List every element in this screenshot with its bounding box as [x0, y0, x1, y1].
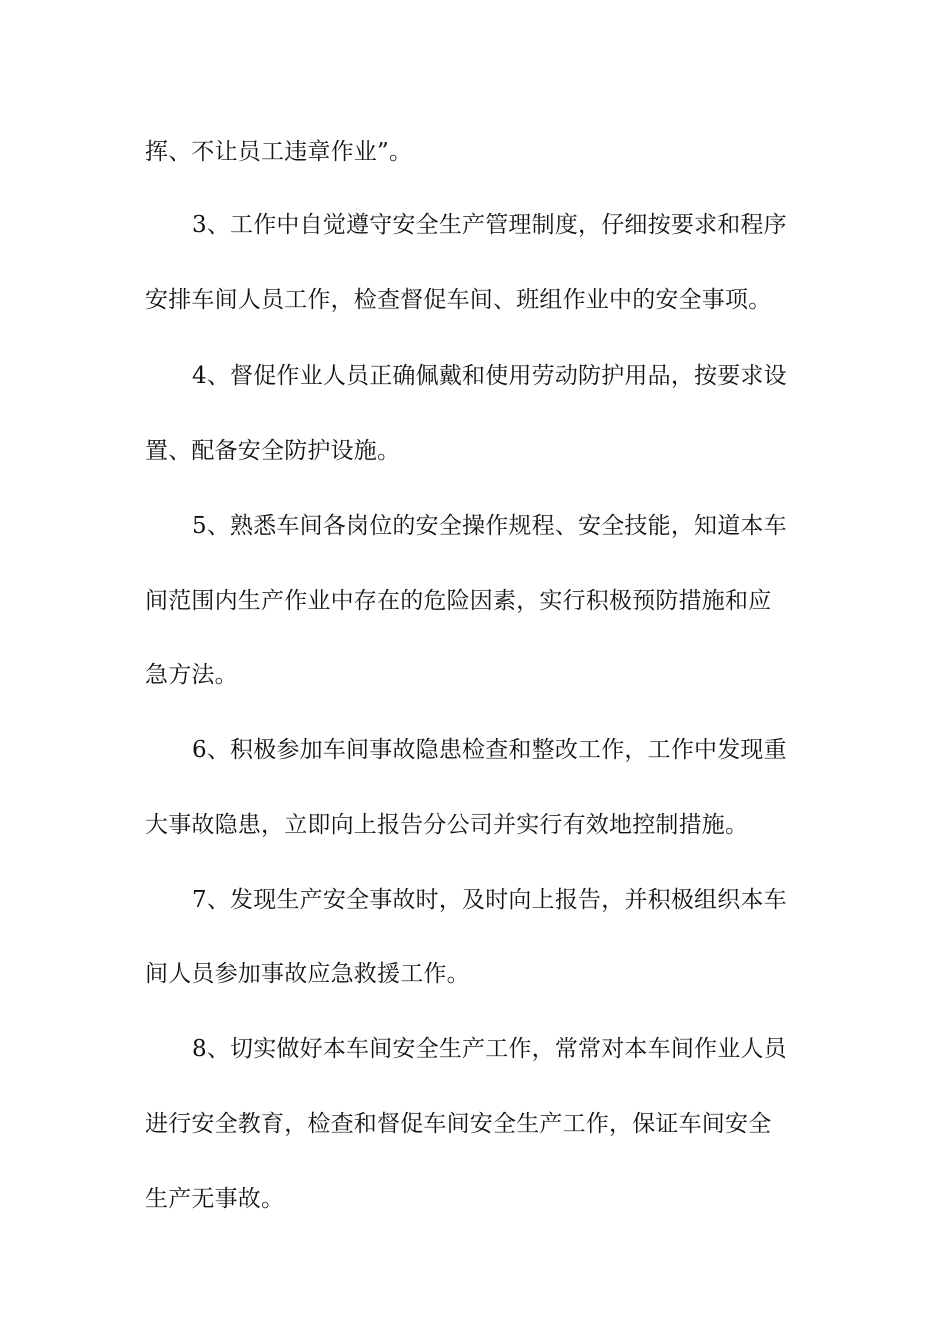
text-line: 3、工作中自觉遵守安全生产管理制度，仔细按要求和程序 [192, 212, 787, 238]
text-line: 急方法。 [145, 662, 238, 688]
text-line: 4、督促作业人员正确佩戴和使用劳动防护用品，按要求设 [192, 363, 787, 389]
text-line: 置、配备安全防护设施。 [145, 438, 401, 464]
text-line: 挥、不让员工违章作业”。 [145, 139, 413, 165]
text-line: 5、熟悉车间各岗位的安全操作规程、安全技能，知道本车 [192, 513, 787, 539]
text-line: 大事故隐患，立即向上报告分公司并实行有效地控制措施。 [145, 812, 749, 838]
text-line: 进行安全教育，检查和督促车间安全生产工作，保证车间安全 [145, 1111, 772, 1137]
text-line: 生产无事故。 [145, 1186, 285, 1212]
text-line: 安排车间人员工作，检查督促车间、班组作业中的安全事项。 [145, 287, 772, 313]
text-line: 间范围内生产作业中存在的危险因素，实行积极预防措施和应 [145, 588, 772, 614]
text-line: 6、积极参加车间事故隐患检查和整改工作，工作中发现重 [192, 737, 787, 763]
text-line: 8、切实做好本车间安全生产工作，常常对本车间作业人员 [192, 1036, 787, 1062]
text-line: 7、发现生产安全事故时，及时向上报告，并积极组织本车 [192, 887, 787, 913]
text-line: 间人员参加事故应急救援工作。 [145, 961, 470, 987]
